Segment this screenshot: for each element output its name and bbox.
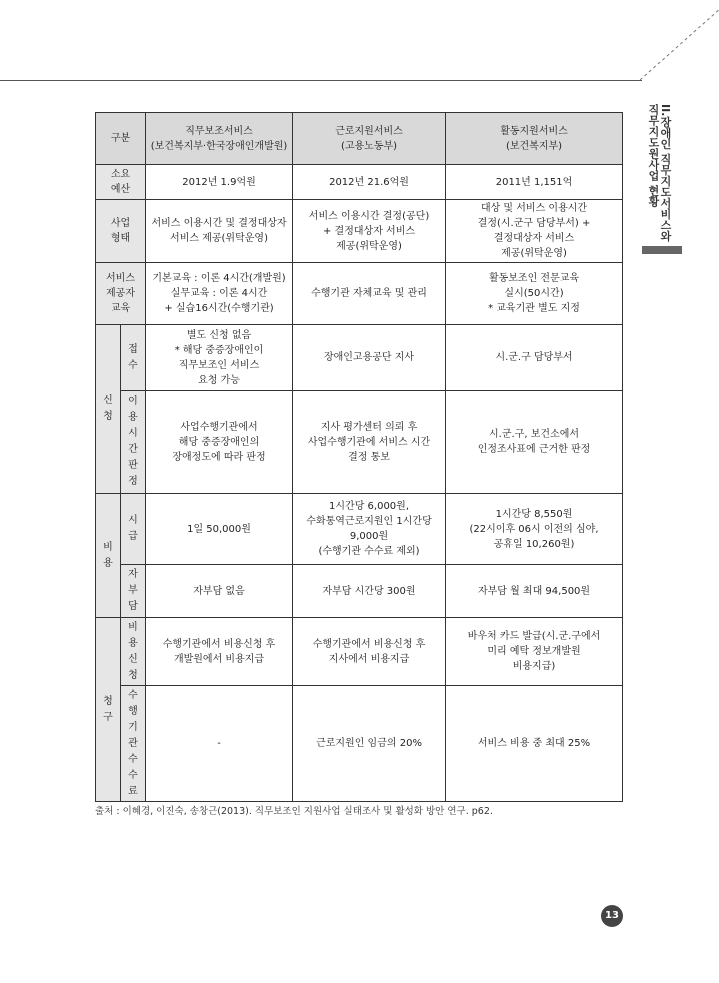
table-cell: 서비스 이용시간 결정(공단) + 결정대상자 서비스 제공(위탁운영): [293, 200, 446, 263]
table-cell: 별도 신청 없음 * 해당 중증장애인이 직무보조인 서비스 요청 가능: [146, 325, 293, 391]
sub-label: 이 용 시 간 판 정: [121, 391, 146, 494]
table-row: [96, 565, 623, 618]
table-cell: 자부담 시간당 300원: [293, 565, 446, 618]
sub-label: 비 용 신 청: [121, 618, 146, 686]
header-activity-support: 활동지원서비스 (보건복지부): [446, 113, 623, 165]
page-number: 13: [601, 905, 623, 927]
header-job-assist: 직무보조서비스 (보건복지부·한국장애인개발원): [146, 113, 293, 165]
side-title-line-1: II.장애인 직무지도서비스와: [659, 104, 672, 242]
table-cell: 장애인고용공단 지사: [293, 325, 446, 391]
table-cell: 1시간당 8,550원 (22시이후 06시 이전의 심야, 공휴일 10,260원): [446, 494, 623, 565]
table-header-row: [96, 113, 623, 165]
table-row: [96, 618, 623, 686]
row-label: 서비스 제공자 교육: [96, 263, 146, 325]
table-cell: 자부담 월 최대 94,500원: [446, 565, 623, 618]
table-cell: 활동보조인 전문교육 실시(50시간) * 교육기관 별도 지정: [446, 263, 623, 325]
source-citation: 출처 : 이혜경, 이진숙, 송창근(2013). 직무보조인 지원사업 실태조사 및 활성화 방안 연구. p62.: [95, 806, 493, 817]
table-cell: 사업수행기관에서 해당 중증장애인의 장애정도에 따라 판정: [146, 391, 293, 494]
table-cell: 수행기관 자체교육 및 관리: [293, 263, 446, 325]
sub-label: 시 급: [121, 494, 146, 565]
header-rule: [0, 80, 642, 81]
group-label-cost: 비 용: [96, 494, 121, 618]
table-cell: 1시간당 6,000원, 수화통역근로지원인 1시간당 9,000원 (수행기관 수수료 제외): [293, 494, 446, 565]
sub-label: 접 수: [121, 325, 146, 391]
comparison-table: [95, 112, 623, 802]
table-cell: 지사 평가센터 의뢰 후 사업수행기관에 서비스 시간 결정 통보: [293, 391, 446, 494]
table-cell: 바우처 카드 발급(시.군.구에서 미리 예탁 정보개발원 비용지급): [446, 618, 623, 686]
header-work-support: 근로지원서비스 (고용노동부): [293, 113, 446, 165]
table-row: [96, 200, 623, 263]
side-section-title: [647, 104, 671, 244]
table-cell: 1일 50,000원: [146, 494, 293, 565]
table-cell: -: [146, 686, 293, 802]
group-label-apply: 신 청: [96, 325, 121, 494]
table-cell: 서비스 이용시간 및 결정대상자 서비스 제공(위탁운영): [146, 200, 293, 263]
decorative-dashed-line: [640, 0, 719, 80]
table-row: [96, 686, 623, 802]
table-cell: 근로지원인 임금의 20%: [293, 686, 446, 802]
table-cell: 서비스 비용 중 최대 25%: [446, 686, 623, 802]
row-label: 소요 예산: [96, 165, 146, 200]
table-cell: 시.군.구 담당부서: [446, 325, 623, 391]
table-row: [96, 165, 623, 200]
row-label: 사업 형태: [96, 200, 146, 263]
table-row: [96, 391, 623, 494]
header-category: 구분: [96, 113, 146, 165]
table-cell: 대상 및 서비스 이용시간 결정(시.군구 담당부서) + 결정대상자 서비스 제공(위탁운영): [446, 200, 623, 263]
table-cell: 2012년 1.9억원: [146, 165, 293, 200]
table-cell: 2012년 21.6억원: [293, 165, 446, 200]
table-cell: 자부담 없음: [146, 565, 293, 618]
table-row: [96, 263, 623, 325]
group-label-claim: 청 구: [96, 618, 121, 802]
table-cell: 기본교육 : 이론 4시간(개발원) 실무교육 : 이론 4시간 + 실습16시간(수행기관): [146, 263, 293, 325]
table-cell: 수행기관에서 비용신청 후 지사에서 비용지급: [293, 618, 446, 686]
side-marker-bar: [642, 246, 682, 254]
table-cell: 시.군.구, 보건소에서 인정조사표에 근거한 판정: [446, 391, 623, 494]
table-cell: 2011년 1,151억: [446, 165, 623, 200]
table-row: [96, 325, 623, 391]
table-row: [96, 494, 623, 565]
side-title-line-2: 직무지도원사업 현황: [647, 104, 660, 207]
sub-label: 수 행 기 관 수 수 료: [121, 686, 146, 802]
sub-label: 자 부 담: [121, 565, 146, 618]
table-cell: 수행기관에서 비용신청 후 개발원에서 비용지급: [146, 618, 293, 686]
